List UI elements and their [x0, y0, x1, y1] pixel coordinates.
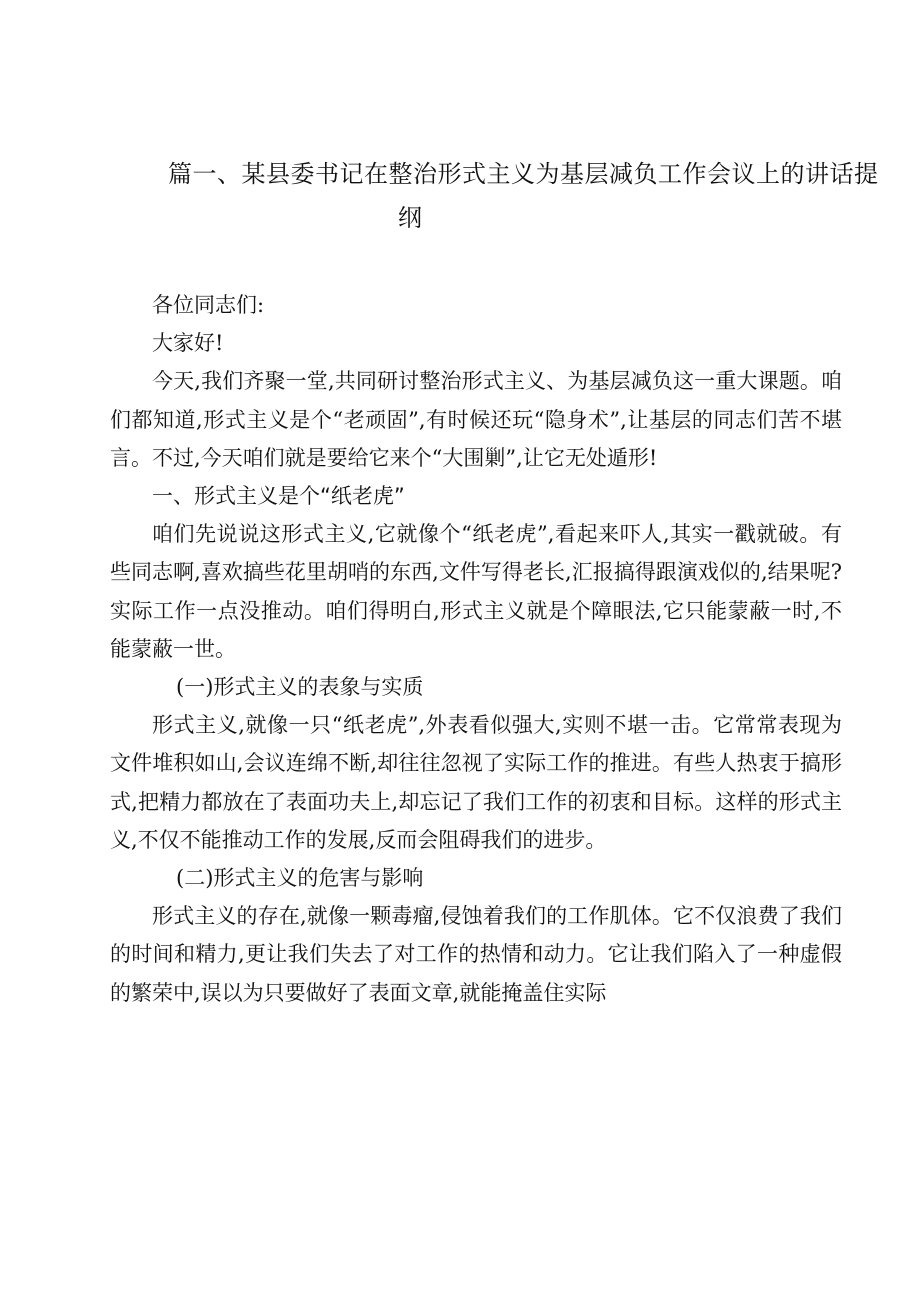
- section-heading-1: 一、形式主义是个“纸老虎”: [152, 484, 405, 509]
- subsection-heading-2: (二)形式主义的危害与影响: [176, 866, 424, 891]
- subsection-2-paragraph: 形式主义的存在,就像一颗毒瘤,侵蚀着我们的工作肌体。它不仅浪费了我们的时间和精力,更让我们失去了对工作的热情和动力。它让我们陷入了一种虚假的繁荣中,误以为只要做好了表面文章,就能掩盖住实际: [110, 904, 842, 1005]
- subsection-heading-1: (一)形式主义的表象与实质: [176, 675, 424, 700]
- intro-paragraph: 今天,我们齐聚一堂,共同研讨整治形式主义、为基层减负这一重大课题。咱们都知道,形式主义是个“老顽固”,有时候还玩“隐身术”,让基层的同志们苦不堪言。不过,今天咱们就是要给它来个“大围剿”,让它无处遁形!: [110, 369, 842, 470]
- title-line-2: 纲: [398, 204, 423, 232]
- salutation: 各位同志们:: [152, 293, 265, 317]
- title-line-1: 篇一、某县委书记在整治形式主义为基层减负工作会议上的讲话提: [168, 160, 879, 188]
- document-title: [168, 152, 879, 240]
- section-1-paragraph: 咱们先说说这形式主义,它就像个“纸老虎”,看起来吓人,其实一戳就破。有些同志啊,喜欢搞些花里胡哨的东西,文件写得老长,汇报搞得跟演戏似的,结果呢?实际工作一点没推动。咱们得明白,形式主义就是个障眼法,它只能蒙蔽一时,不能蒙蔽一世。: [110, 522, 842, 661]
- greeting: 大家好!: [152, 331, 224, 356]
- document-body: [110, 286, 842, 1012]
- subsection-1-paragraph: 形式主义,就像一只“纸老虎”,外表看似强大,实则不堪一击。它常常表现为文件堆积如山,会议连绵不断,却往往忽视了实际工作的推进。有些人热衷于搞形式,把精力都放在了表面功夫上,却忘记了我们工作的初衷和目标。这样的形式主义,不仅不能推动工作的发展,反而会阻碍我们的进步。: [110, 713, 842, 852]
